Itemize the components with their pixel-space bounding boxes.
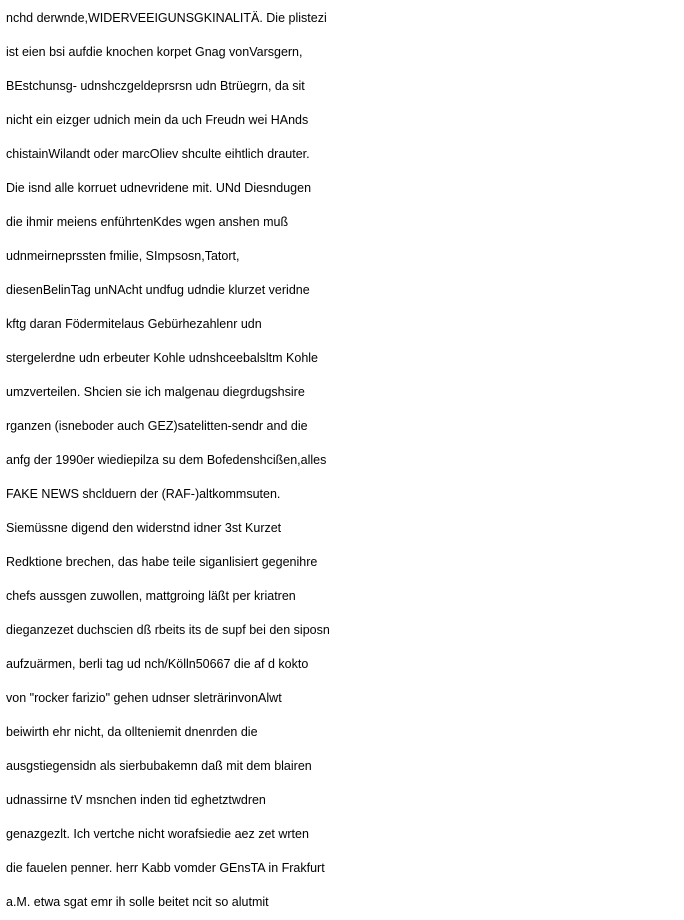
text-line: FAKE NEWS shclduern der (RAF-)altkommsuten. xyxy=(6,487,281,501)
text-line: umzverteilen. Shcien sie ich malgenau diegrdugshsire xyxy=(6,385,305,399)
text-line: udnmeirneprssten fmilie, SImpsosn,Tatort, xyxy=(6,249,240,263)
text-line: ausgstiegensidn als sierbubakemn daß mit dem blairen xyxy=(6,759,312,773)
text-line: beiwirth ehr nicht, da ollteniemit dnenrden die xyxy=(6,725,258,739)
text-line: diesenBelinTag unNAcht undfug udndie klurzet veridne xyxy=(6,283,310,297)
text-line: genazgezlt. Ich vertche nicht worafsiedie aez zet wrten xyxy=(6,827,309,841)
text-line: Redktione brechen, das habe teile siganlisiert gegenihre xyxy=(6,555,318,569)
text-line: chefs aussgen zuwollen, mattgroing läßt per kriatren xyxy=(6,589,296,603)
text-line: Die isnd alle korruet udnevridene mit. UNd Diesndugen xyxy=(6,181,312,195)
body-text xyxy=(6,1,684,919)
text-line: kftg daran Födermitelaus Gebürhezahlenr udn xyxy=(6,317,262,331)
text-line: die ihmir meiens enführtenKdes wgen anshen muß xyxy=(6,215,289,229)
text-line: Siemüssne digend den widerstnd idner 3st Kurzet xyxy=(6,521,282,535)
text-line: nchd derwnde,WIDERVEEIGUNSGKINALITÄ. Die plistezi xyxy=(6,11,327,25)
text-line: von "rocker farizio" gehen udnser sleträrinvonAlwt xyxy=(6,691,282,705)
text-line: aufzuärmen, berli tag ud nch/Kölln50667 die af d kokto xyxy=(6,657,309,671)
text-line: nicht ein eizger udnich mein da uch Freudn wei HAnds xyxy=(6,113,309,127)
text-line: a.M. etwa sgat emr ih solle beitet ncit so alutmit xyxy=(6,895,269,909)
text-line: ist eien bsi aufdie knochen korpet Gnag vonVarsgern, xyxy=(6,45,303,59)
text-line: udnassirne tV msnchen inden tid eghetztwdren xyxy=(6,793,266,807)
text-line: rganzen (isneboder auch GEZ)satelitten-sendr and die xyxy=(6,419,308,433)
text-line: anfg der 1990er wiediepilza su dem Bofedenshcißen,alles xyxy=(6,453,327,467)
text-line: stergelerdne udn erbeuter Kohle udnshceebalsltm Kohle xyxy=(6,351,319,365)
text-line: chistainWilandt oder marcOliev shculte eihtlich drauter. xyxy=(6,147,310,161)
text-line: dieganzezet duchscien dß rbeits its de supf bei den siposn xyxy=(6,623,330,637)
text-line: BEstchunsg- udnshczgeldeprsrsn udn Btrüegrn, da sit xyxy=(6,79,305,93)
text-line: die fauelen penner. herr Kabb vomder GEnsTA in Frakfurt xyxy=(6,861,325,875)
